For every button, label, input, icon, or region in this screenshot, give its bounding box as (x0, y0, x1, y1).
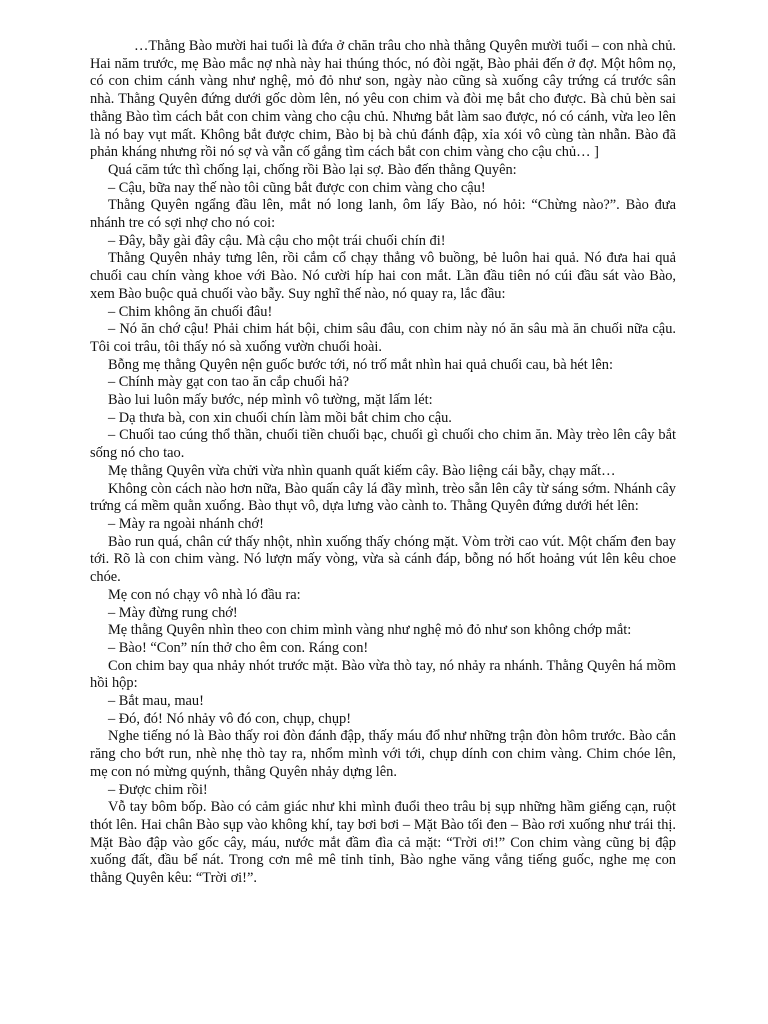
paragraph: Mẹ thằng Quyên nhìn theo con chim mình vàng như nghệ mỏ đỏ như son không chớp mắt: (108, 622, 632, 639)
dialogue-line: – Bào! “Con” nín thở cho êm con. Ráng con! (108, 639, 369, 656)
dialogue-line: – Chuối tao cúng thổ thần, chuối tiền chuối bạc, chuối gì chuối cho chim ăn. Mày trèo lên cây bắt sống nó cho tao. (90, 427, 676, 462)
story-page (90, 38, 676, 888)
dialogue-line: – Đây, bẫy gài đây cậu. Mà cậu cho một trái chuối chín đi! (108, 232, 446, 249)
paragraph: Nghe tiếng nó là Bào thấy roi đòn đánh đập, thấy máu đổ như những trận đòn hôm trước. Bào cắn răng cho bớt run, nhè nhẹ thò tay ra, nhổm mình với tới, chụp dính con chim vàng. Chim chóe lên, mẹ con nó mừng quýnh, thằng Quyên nhảy dựng lên. (90, 728, 676, 780)
paragraph: Bào run quá, chân cứ thấy nhột, nhìn xuống thấy chóng mặt. Vòm trời cao vút. Một chấm đen bay tới. Rõ là con chim vàng. Nó lượn mấy vòng, vừa sà cánh đáp, bỗng nó hốt hoảng vút lên kêu choe chóe. (90, 533, 676, 586)
dialogue-line: – Chim không ăn chuối đâu! (108, 303, 273, 320)
paragraph: Bào lui luôn mấy bước, nép mình vô tường, mặt lấm lét: (108, 392, 433, 409)
dialogue-line: – Mày ra ngoài nhánh chớ! (108, 515, 264, 532)
paragraph: Thằng Quyên nhảy tưng lên, rồi cắm cổ chạy thẳng vô buồng, bẻ luôn hai quả. Nó đưa hai quả chuối cau chín vàng khoe với Bào. Nó cười híp hai con mắt. Lần đầu tiên nó cúi đầu sát vào Bào, xem Bào buộc quả chuối vào bẫy. Suy nghĩ thế nào, nó quay ra, lắc đầu: (90, 250, 676, 302)
paragraph: Mẹ con nó chạy vô nhà ló đầu ra: (108, 586, 301, 603)
dialogue-line: – Đó, đó! Nó nhảy vô đó con, chụp, chụp! (108, 710, 351, 727)
dialogue-line: – Nó ăn chớ cậu! Phải chim hát bội, chim sâu đâu, con chim này nó ăn sâu mà ăn chuối nữa cậu. Tôi coi trâu, tôi thấy nó sà xuống vườn chuối hoài. (90, 321, 676, 355)
paragraph: Mẹ thằng Quyên vừa chửi vừa nhìn quanh quất kiếm cây. Bào liệng cái bẫy, chạy mất… (108, 462, 616, 479)
dialogue-line: – Cậu, bữa nay thế nào tôi cũng bắt được con chim vàng cho cậu! (108, 179, 486, 196)
paragraph: Quá căm tức thì chống lại, chống rồi Bào lại sợ. Bào đến thằng Quyên: (108, 161, 517, 178)
dialogue-line: – Được chim rồi! (108, 781, 208, 798)
intro-summary-paragraph: …Thằng Bào mười hai tuổi là đứa ở chăn trâu cho nhà thằng Quyên mười tuổi – con nhà chủ. Hai năm trước, mẹ Bào mắc nợ nhà này hai thúng thóc, nó đòi ngặt, Bào phải đến ở đợ. Một hôm nọ, có con chim cánh vàng như nghệ, mỏ đỏ như son, ngày nào cũng sà xuống cây trứng cá trước sân nhà. Thằng Quyên đứng dưới gốc dòm lên, nó yêu con chim và đòi mẹ bắt cho được. Bà chủ bèn sai thằng Bào tìm cách bắt con chim vàng cho cậu chủ. Nhưng bắt làm sao được, nó có cánh, vừa leo lên là nó bay vụt mất. Không bắt được chim, Bào bị bà chủ đánh đập, xỉa xói vô cùng tàn nhẫn. Bào đã phản kháng nhưng rồi nó sợ và vẫn cố gắng tìm cách bắt con chim vàng cho cậu chủ… ] (90, 38, 676, 161)
dialogue-line: – Chính mày gạt con tao ăn cắp chuối hả? (108, 374, 349, 391)
dialogue-line: – Mày đừng rung chớ! (108, 604, 238, 621)
dialogue-line: – Bắt mau, mau! (108, 693, 204, 710)
paragraph: Không còn cách nào hơn nữa, Bào quấn cây lá đầy mình, trèo sẵn lên cây từ sáng sớm. Nhánh cây trứng cá mềm quằn xuống. Bào thụt vô, dựa lưng vào cành to. Thằng Quyên đứng dưới hét lên: (90, 480, 676, 515)
paragraph: Thằng Quyên ngẩng đầu lên, mắt nó long lanh, ôm lấy Bào, nó hỏi: “Chừng nào?”. Bào đưa nhánh tre có sợi nhợ cho nó coi: (90, 197, 676, 232)
paragraph: Vỗ tay bôm bốp. Bào có cảm giác như khi mình đuổi theo trâu bị sụp những hầm giếng cạn, ruột thót lên. Hai chân Bào sụp vào không khí, tay bơi bơi – Mặt Bào tối đen – Bào rơi xuống như trái thị. Mặt Bào đập vào gốc cây, máu, nước mắt đầm đìa cả mặt: “Trời ơi!” Con chim vàng cũng bị đập xuống đất, đầu bể nát. Trong cơn mê mê tỉnh tỉnh, Bào nghe văng vẳng tiếng guốc, nghe mẹ con thằng Quyên kêu: “Trời ơi!”. (90, 799, 676, 887)
paragraph: Bỗng mẹ thằng Quyên nện guốc bước tới, nó trố mắt nhìn hai quả chuối cau, bà hét lên: (108, 356, 613, 373)
dialogue-line: – Dạ thưa bà, con xin chuối chín làm mồi bắt chim cho cậu. (108, 409, 452, 426)
paragraph: Con chim bay qua nhảy nhót trước mặt. Bào vừa thò tay, nó nhảy ra nhánh. Thằng Quyên há mồm hồi hộp: (90, 657, 676, 692)
